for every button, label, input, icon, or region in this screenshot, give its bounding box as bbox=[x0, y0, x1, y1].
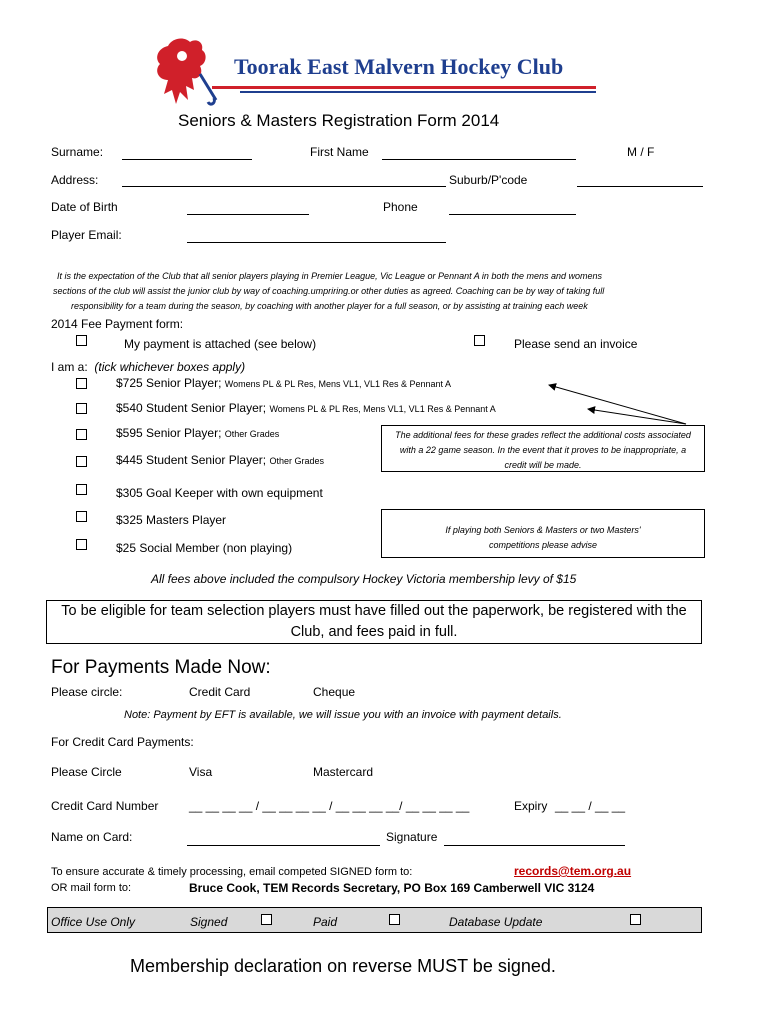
office-signed-checkbox[interactable] bbox=[261, 914, 272, 925]
both-competitions-text: If playing both Seniors & Masters or two Masters' competitions please advise bbox=[445, 525, 641, 550]
levy-text: All fees above included the compulsory Hockey Victoria membership levy of $15 bbox=[151, 572, 577, 586]
option-main: $725 Senior Player; bbox=[116, 376, 222, 390]
office-database-checkbox[interactable] bbox=[630, 914, 641, 925]
office-database-label: Database Update bbox=[449, 915, 543, 929]
office-paid-checkbox[interactable] bbox=[389, 914, 400, 925]
expiry-label: Expiry bbox=[514, 799, 548, 813]
option-sub: Womens PL & PL Res, Mens VL1, VL1 Res & Pennant A bbox=[269, 404, 496, 414]
expiry-field[interactable]: __ __ / __ __ bbox=[555, 799, 626, 813]
records-email-link[interactable]: records@tem.org.au bbox=[514, 864, 632, 878]
eft-note: Note: Payment by EFT is available, we will issue you with an invoice with payment details. bbox=[124, 709, 562, 721]
cc-number-label: Credit Card Number bbox=[51, 799, 159, 813]
office-signed-label: Signed bbox=[190, 915, 228, 929]
option-visa[interactable]: Visa bbox=[189, 765, 213, 779]
additional-fees-text: The additional fees for these grades reflect the additional costs associated with a 22 game season. In the event that it proves to be inappropriate, a credit will be made. bbox=[395, 430, 691, 470]
option-mastercard[interactable]: Mastercard bbox=[313, 765, 374, 779]
gender-label[interactable]: M / F bbox=[627, 145, 655, 159]
mail-address: Bruce Cook, TEM Records Secretary, PO Box 169 Camberwell VIC 3124 bbox=[189, 881, 595, 895]
arrow-to-student-540 bbox=[588, 409, 686, 424]
fee-payment-label: 2014 Fee Payment form: bbox=[51, 317, 184, 331]
option-masters: $325 Masters Player bbox=[116, 513, 227, 527]
signature-label: Signature bbox=[386, 830, 438, 844]
first-name-label: First Name bbox=[310, 145, 369, 159]
option-social: $25 Social Member (non playing) bbox=[116, 541, 293, 555]
signature-field[interactable] bbox=[444, 845, 625, 846]
declaration-text: Membership declaration on reverse MUST be signed. bbox=[130, 956, 556, 976]
i-am-text: I am a: bbox=[51, 360, 88, 374]
option-sub: Other Grades bbox=[224, 429, 280, 439]
expectation-line-2: sections of the club will assist the junior club by way of coaching.umpriring.or other duties as agreed. Coaching can be by way of taking full bbox=[53, 286, 605, 296]
phone-label: Phone bbox=[383, 200, 418, 214]
surname-label: Surname: bbox=[51, 145, 104, 159]
option-sub: Other Grades bbox=[269, 456, 324, 466]
option-main: $540 Student Senior Player; bbox=[116, 401, 267, 415]
expectation-line-1: It is the expectation of the Club that all senior players playing in Premier League, Vic League or Pennant A in both the mens and womens bbox=[57, 271, 602, 281]
form-title: Seniors & Masters Registration Form 2014 bbox=[178, 111, 500, 130]
ensure-text: To ensure accurate & timely processing, email competed SIGNED form to: bbox=[51, 866, 413, 878]
cc-heading: For Credit Card Payments: bbox=[51, 735, 194, 749]
circle-label: Please circle: bbox=[51, 685, 123, 699]
cc-number-field[interactable]: __ __ __ __ / __ __ __ __ / __ __ __ __/ __ __ __ __ bbox=[189, 799, 470, 813]
eligibility-box bbox=[46, 600, 702, 644]
eligibility-text: To be eligible for team selection players must have filled out the paperwork, be registered with the Club, and fees paid in full. bbox=[61, 603, 687, 640]
payments-heading: For Payments Made Now: bbox=[51, 657, 271, 678]
i-am-hint: (tick whichever boxes apply) bbox=[94, 360, 246, 374]
option-cheque[interactable]: Cheque bbox=[313, 685, 356, 699]
club-name: Toorak East Malvern Hockey Club bbox=[234, 54, 564, 79]
address-label: Address: bbox=[51, 173, 99, 187]
suburb-label: Suburb/P'code bbox=[449, 173, 528, 187]
option-goalkeeper: $305 Goal Keeper with own equipment bbox=[116, 486, 323, 500]
office-use-label: Office Use Only bbox=[51, 915, 136, 929]
office-paid-label: Paid bbox=[313, 915, 338, 929]
name-on-card-label: Name on Card: bbox=[51, 830, 133, 844]
dob-label: Date of Birth bbox=[51, 200, 118, 214]
mail-label: OR mail form to: bbox=[51, 882, 132, 894]
payment-attached-label: My payment is attached (see below) bbox=[124, 337, 317, 351]
option-sub: Womens PL & PL Res, Mens VL1, VL1 Res & Pennant A bbox=[224, 379, 452, 389]
name-on-card-field[interactable] bbox=[187, 845, 380, 846]
option-main: $445 Student Senior Player; bbox=[116, 453, 267, 467]
office-use-bar bbox=[47, 907, 702, 933]
expectation-line-3: responsibility for a team during the season, by coaching with another player for a full season, or by assisting at training each week bbox=[71, 301, 588, 311]
option-credit-card[interactable]: Credit Card bbox=[189, 685, 251, 699]
arrow-to-senior-725 bbox=[549, 385, 686, 424]
email-label: Player Email: bbox=[51, 228, 122, 242]
send-invoice-label: Please send an invoice bbox=[514, 337, 638, 351]
circle-label-2: Please Circle bbox=[51, 765, 122, 779]
option-main: $595 Senior Player; bbox=[116, 426, 222, 440]
